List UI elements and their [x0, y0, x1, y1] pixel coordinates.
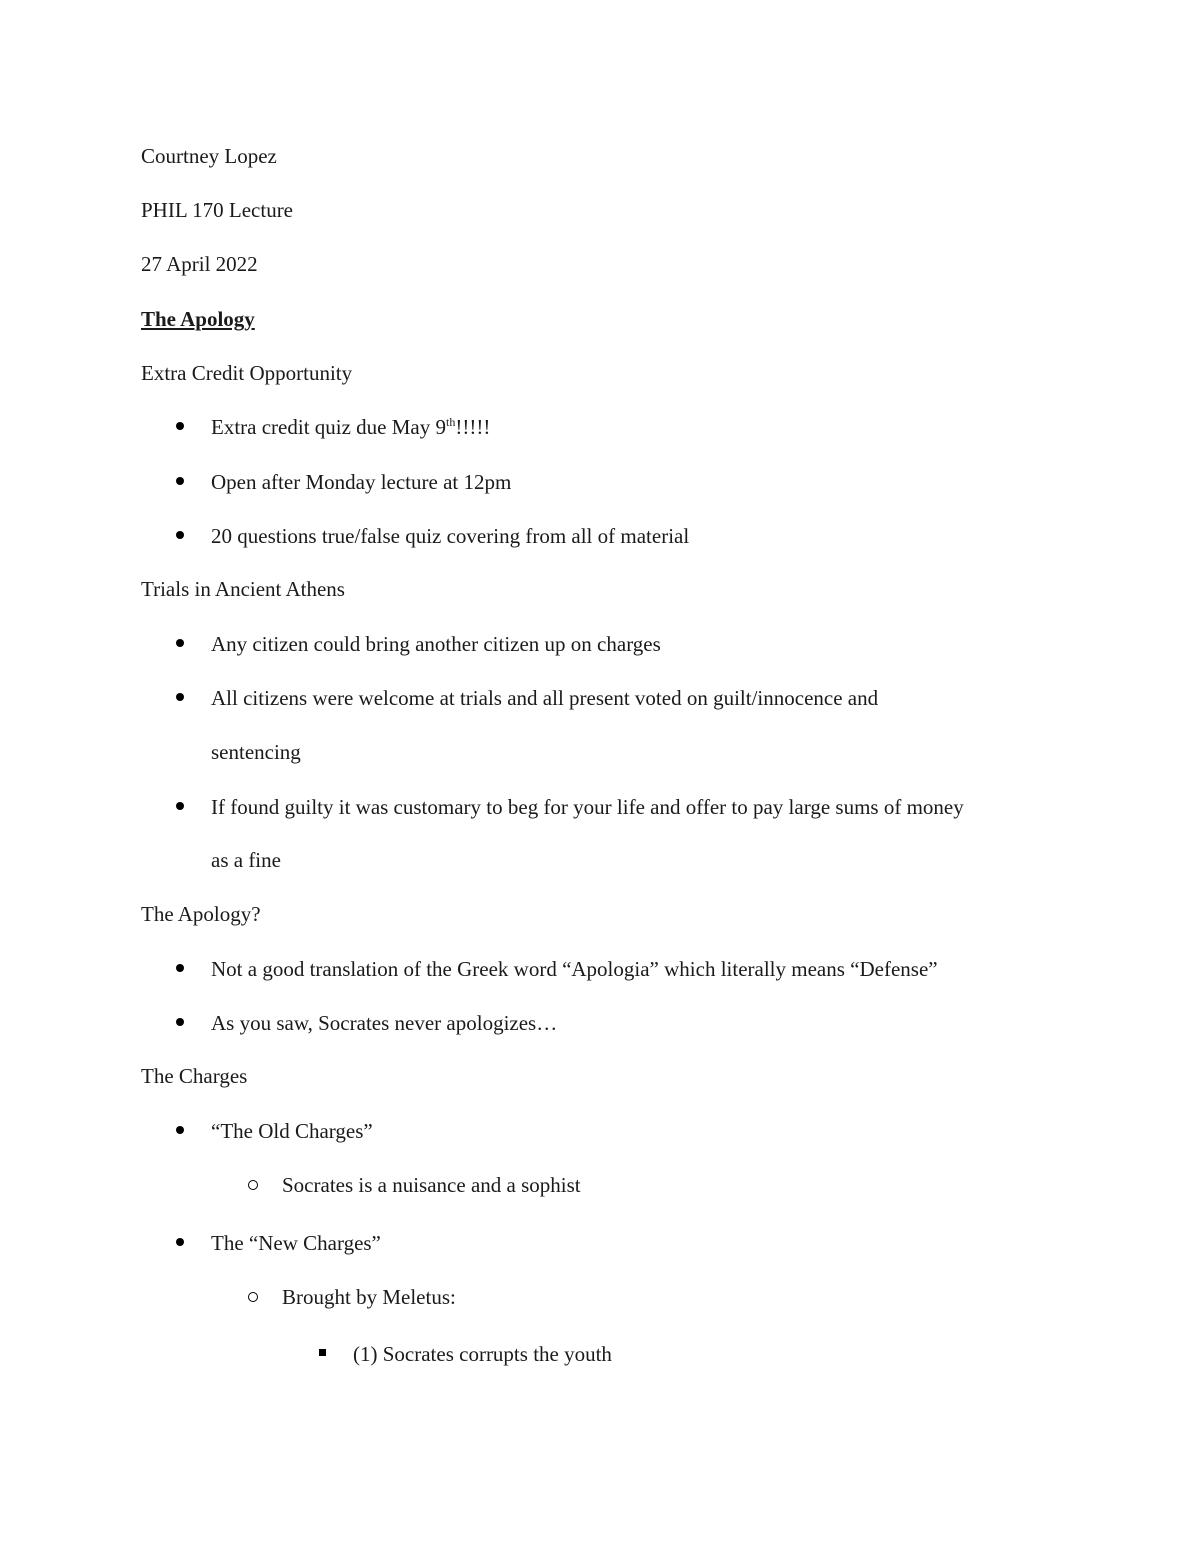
bullet-icon: [176, 1126, 184, 1134]
list-item: Any citizen could bring another citizen up on charges: [211, 632, 661, 656]
course-name: PHIL 170 Lecture: [141, 198, 294, 222]
sub-bullet-icon: [248, 1292, 258, 1302]
bullet-icon: [176, 639, 184, 647]
sub-sub-list-item: (1) Socrates corrupts the youth: [353, 1342, 612, 1366]
list-item: 20 questions true/false quiz covering from all of material: [211, 524, 690, 548]
bullet-icon: [176, 477, 184, 485]
bullet-icon: [176, 422, 184, 430]
section-heading-apology: The Apology?: [141, 902, 261, 926]
list-item: All citizens were welcome at trials and all present voted on guilt/innocence and: [211, 686, 879, 710]
document-title: The Apology: [141, 307, 255, 331]
list-item: If found guilty it was customary to beg for your life and offer to pay large sums of money: [211, 795, 964, 819]
list-item: Not a good translation of the Greek word “Apologia” which literally means “Defense”: [211, 957, 938, 981]
bullet-icon: [176, 1018, 184, 1026]
sub-sub-bullet-icon: [319, 1349, 326, 1356]
sub-bullet-icon: [248, 1180, 258, 1190]
section-heading-charges: The Charges: [141, 1064, 248, 1088]
bullet-icon: [176, 693, 184, 701]
list-item-text: Extra credit quiz due May 9: [211, 415, 446, 439]
document-date: 27 April 2022: [141, 252, 258, 276]
list-item-continuation: sentencing: [211, 740, 301, 764]
list-item: As you saw, Socrates never apologizes…: [211, 1011, 558, 1035]
bullet-icon: [176, 1238, 184, 1246]
superscript-text: th: [446, 415, 456, 429]
sub-list-item: Socrates is a nuisance and a sophist: [282, 1173, 581, 1197]
list-item: The “New Charges”: [211, 1231, 381, 1255]
bullet-icon: [176, 964, 184, 972]
list-item-continuation: as a fine: [211, 848, 281, 872]
section-heading-extra-credit: Extra Credit Opportunity: [141, 361, 353, 385]
bullet-icon: [176, 531, 184, 539]
section-heading-trials: Trials in Ancient Athens: [141, 577, 345, 601]
list-item-text-suffix: !!!!!: [455, 415, 491, 439]
list-item: [211, 413, 490, 441]
list-item: Open after Monday lecture at 12pm: [211, 470, 512, 494]
list-item: “The Old Charges”: [211, 1119, 373, 1143]
sub-list-item: Brought by Meletus:: [282, 1285, 456, 1309]
bullet-icon: [176, 802, 184, 810]
author-name: Courtney Lopez: [141, 144, 277, 168]
